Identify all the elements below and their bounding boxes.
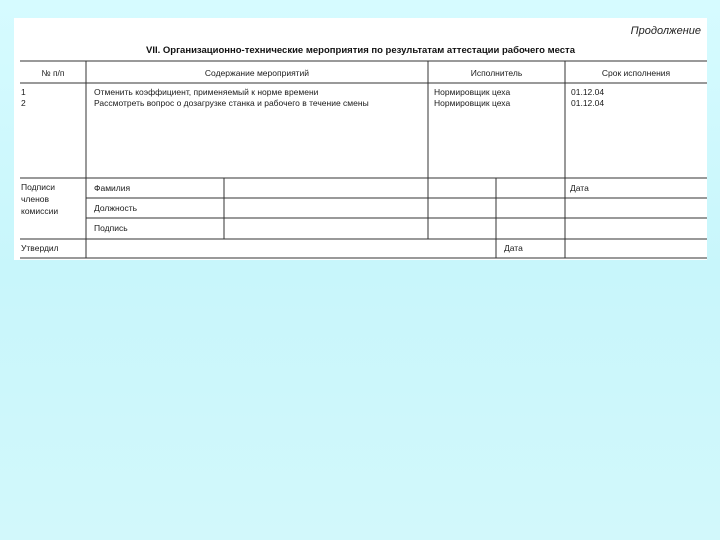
approval-date-label: Дата	[504, 243, 523, 253]
row-2-content: Рассмотреть вопрос о дозагрузке станка и рабочего в течение смены	[94, 98, 369, 108]
surname-label: Фамилия	[94, 183, 131, 193]
row-2-number: 2	[21, 98, 26, 108]
row-1-number: 1	[21, 87, 26, 97]
signatures-label-line-2: членов	[21, 194, 50, 204]
row-2-executor: Нормировщик цеха	[434, 98, 511, 108]
continuation-label: Продолжение	[630, 25, 701, 37]
section-title: VII. Организационно-технические мероприятия по результатам аттестации рабочего места	[146, 45, 575, 56]
header-executor: Исполнитель	[470, 68, 523, 78]
signatures-label-line-1: Подписи	[21, 182, 55, 192]
header-deadline: Срок исполнения	[601, 68, 671, 78]
signatures-label	[21, 181, 58, 217]
row-1-content: Отменить коэффициент, применяемый к норме времени	[94, 87, 319, 97]
position-label: Должность	[94, 203, 138, 213]
signatures-label-line-3: комиссии	[21, 206, 59, 216]
row-1-deadline: 01.12.04	[571, 87, 605, 97]
row-1-executor: Нормировщик цеха	[434, 87, 511, 97]
document-page	[14, 18, 707, 260]
header-number: № п/п	[41, 68, 65, 78]
approval-label: Утвердил	[21, 243, 59, 253]
row-2-deadline: 01.12.04	[571, 98, 605, 108]
signatures-date-label: Дата	[570, 183, 589, 193]
header-content: Содержание мероприятий	[204, 68, 310, 78]
signature-label: Подпись	[94, 223, 128, 233]
